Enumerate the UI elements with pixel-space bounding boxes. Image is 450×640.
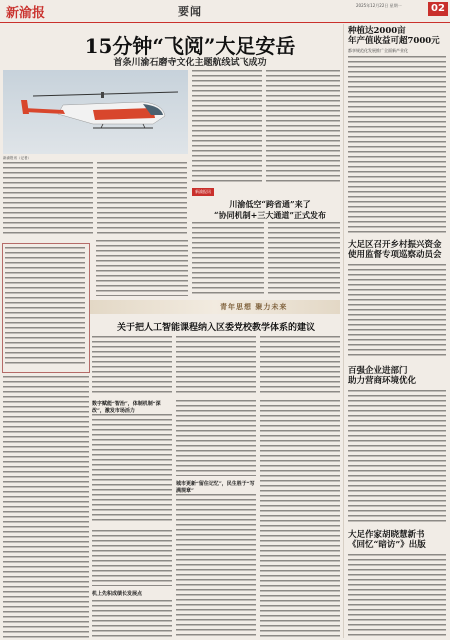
helicopter-illustration [3, 70, 188, 154]
right-headline-1b: 年产值收益可超7000元 [348, 36, 440, 46]
story6-body [92, 600, 172, 638]
right-headline-2a: 大足区召开乡村振兴资金 [348, 240, 442, 250]
lead-subhead: 首条川渝石磨寺文化主题航线试飞成功 [113, 58, 267, 68]
right-headline-1a: 种植达2000亩 [348, 26, 406, 36]
story6-pre [92, 530, 172, 586]
story5-title: 城市更新“留住记忆”，民生胜于“写满规章” [176, 481, 255, 494]
story1-extra-col [96, 240, 188, 296]
lead-body-col-2 [97, 162, 187, 237]
story4-title: 数字赋能“智治”，体制机制“深改”，激发市场活力 [92, 401, 161, 414]
right-headline-3a: 百强企业进部门 [348, 366, 408, 376]
right-story-1-body [348, 56, 446, 234]
story5-pre-body [176, 400, 256, 476]
story3-title: 关于把人工智能课程纳入区委党校教学体系的建议 [116, 323, 315, 333]
story3-body-col-1 [92, 336, 172, 396]
dateline: 2025年12月22日 星期一 [356, 3, 402, 8]
story4-body [92, 414, 172, 524]
right-story-4-body [348, 554, 446, 636]
right-story-2-body [348, 264, 446, 356]
newspaper-logo: 新渝报 [6, 6, 46, 21]
right-story-3-body [348, 390, 446, 524]
story2-body-col-2 [268, 222, 340, 296]
right-headline-4b: 《回忆“暗访”》出版 [348, 540, 426, 550]
lead-body-col-1 [3, 162, 93, 237]
story2-tag: 新渝报讯 [192, 188, 214, 196]
lead-body-col-3 [192, 70, 262, 185]
story3-body-col-3 [260, 336, 340, 396]
page-number: 02 [428, 2, 448, 16]
story5-body [176, 494, 256, 638]
story3-continue [260, 400, 340, 638]
lead-headline: 15分钟“飞阅”大足安岳 [84, 34, 296, 58]
right-subhead-1: 都享规范化发展推广全面新产业化 [348, 48, 408, 53]
section-banner [90, 300, 340, 314]
story3-body-col-2 [176, 336, 256, 396]
story2-title: 川渝低空“跨省通”来了 [229, 199, 311, 209]
story6-title: 机上先积成绩长发展点 [92, 591, 143, 597]
lower-left-col [3, 376, 89, 638]
banner-text: 青年思想 聚力未来 [220, 303, 288, 311]
story2-body-col-1 [192, 222, 264, 296]
section-title: 要闻 [178, 5, 202, 18]
right-headline-4a: 大足作家胡晓慧新书 [348, 530, 425, 540]
lead-body-col-4 [266, 70, 340, 185]
helicopter-photo [3, 70, 188, 154]
story2-subtitle: “协同机制+三大通道”正式发布 [214, 210, 326, 220]
sidebar-box-text [5, 247, 85, 367]
right-headline-2b: 使用监督专项巡察动员会 [348, 250, 442, 260]
right-column [343, 24, 450, 638]
right-headline-3b: 助力营商环境优化 [348, 376, 417, 386]
photo-caption: 新渝报讯（记者） [3, 156, 31, 160]
